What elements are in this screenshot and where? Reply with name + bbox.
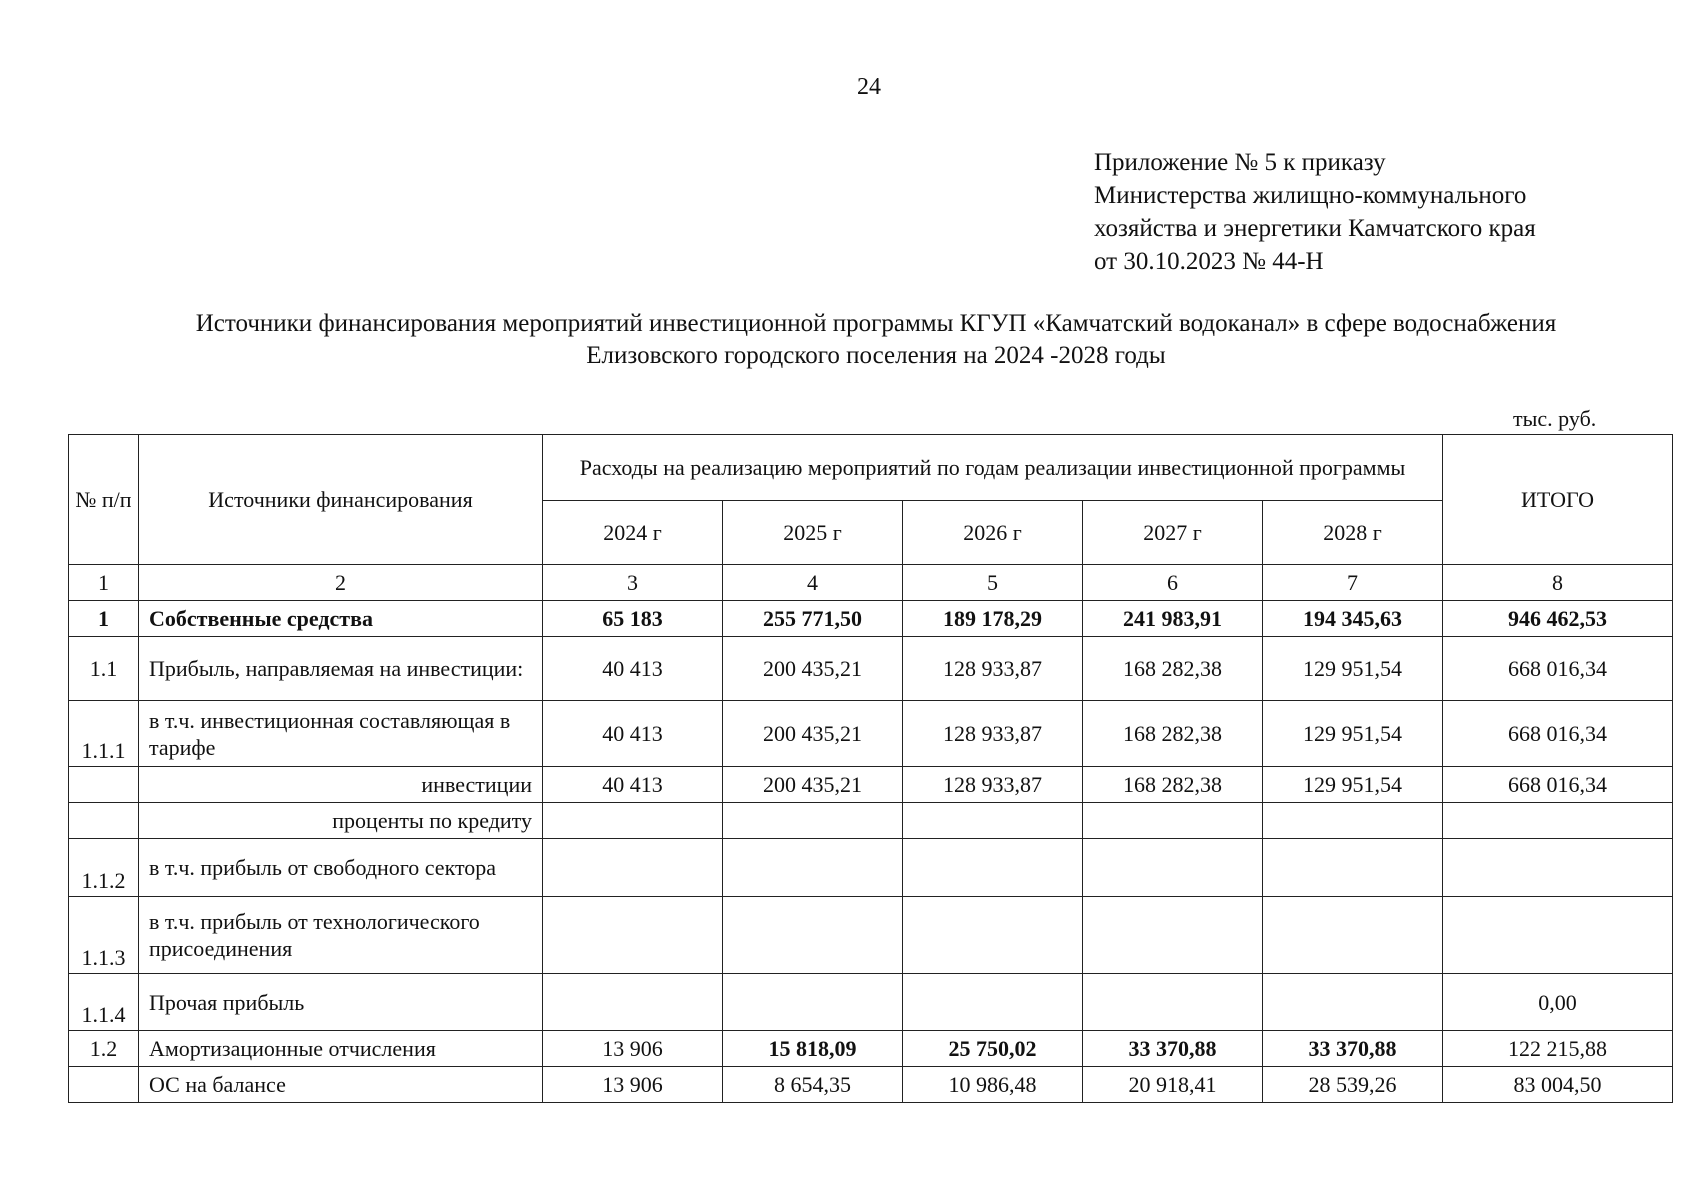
row-total: 0,00	[1443, 974, 1673, 1031]
row-value: 168 282,38	[1083, 701, 1263, 767]
row-value	[1263, 839, 1443, 897]
row-num: 1.1.2	[69, 839, 139, 897]
table-row	[69, 701, 1673, 767]
row-value: 40 413	[543, 637, 723, 701]
row-total: 122 215,88	[1443, 1031, 1673, 1067]
row-value	[543, 974, 723, 1031]
table-row	[69, 601, 1673, 637]
appendix-note	[1094, 146, 1536, 278]
row-source: Прибыль, направляемая на инвестиции:	[139, 637, 543, 701]
column-number-row	[69, 565, 1673, 601]
header-source: Источники финансирования	[139, 435, 543, 565]
row-value: 28 539,26	[1263, 1067, 1443, 1103]
table-row	[69, 767, 1673, 803]
row-value: 128 933,87	[903, 701, 1083, 767]
table-row	[69, 1031, 1673, 1067]
row-total: 668 016,34	[1443, 767, 1673, 803]
row-value: 25 750,02	[903, 1031, 1083, 1067]
row-value: 129 951,54	[1263, 767, 1443, 803]
row-value: 189 178,29	[903, 601, 1083, 637]
title-line: Елизовского городского поселения на 2024 -2028 годы	[586, 342, 1166, 369]
row-total	[1443, 839, 1673, 897]
row-value: 241 983,91	[1083, 601, 1263, 637]
row-num: 1	[69, 601, 139, 637]
row-value	[903, 974, 1083, 1031]
row-value: 40 413	[543, 701, 723, 767]
row-value	[1083, 803, 1263, 839]
row-value: 200 435,21	[723, 767, 903, 803]
table-row	[69, 974, 1673, 1031]
row-value: 128 933,87	[903, 637, 1083, 701]
row-value	[1263, 897, 1443, 974]
row-value: 20 918,41	[1083, 1067, 1263, 1103]
units-label: тыс. руб.	[1513, 406, 1597, 431]
table-row	[69, 637, 1673, 701]
row-total: 668 016,34	[1443, 637, 1673, 701]
row-source: в т.ч. инвестиционная составляющая в тарифе	[139, 701, 543, 767]
table-row	[69, 839, 1673, 897]
row-num: 1.1.1	[69, 701, 139, 767]
column-number: 8	[1443, 565, 1673, 601]
row-total	[1443, 803, 1673, 839]
row-value	[1083, 897, 1263, 974]
table-row	[69, 1067, 1673, 1103]
row-value: 15 818,09	[723, 1031, 903, 1067]
row-total: 668 016,34	[1443, 701, 1673, 767]
row-value	[903, 897, 1083, 974]
row-value: 33 370,88	[1263, 1031, 1443, 1067]
row-value	[723, 974, 903, 1031]
row-source: Собственные средства	[139, 601, 543, 637]
row-value: 129 951,54	[1263, 701, 1443, 767]
row-total: 83 004,50	[1443, 1067, 1673, 1103]
row-value: 168 282,38	[1083, 637, 1263, 701]
financing-table	[68, 434, 1673, 1103]
header-year: 2026 г	[903, 501, 1083, 565]
column-number: 2	[139, 565, 543, 601]
row-value	[543, 839, 723, 897]
row-value	[723, 839, 903, 897]
row-value	[903, 839, 1083, 897]
header-year: 2024 г	[543, 501, 723, 565]
row-value	[1263, 803, 1443, 839]
row-value	[903, 803, 1083, 839]
appendix-line: Министерства жилищно-коммунального	[1094, 182, 1527, 209]
row-value: 13 906	[543, 1067, 723, 1103]
row-num	[69, 767, 139, 803]
header-num: № п/п	[69, 435, 139, 565]
appendix-line: Приложение № 5 к приказу	[1094, 149, 1386, 176]
row-source: в т.ч. прибыль от свободного сектора	[139, 839, 543, 897]
row-value	[543, 803, 723, 839]
row-value: 65 183	[543, 601, 723, 637]
row-num: 1.1.3	[69, 897, 139, 974]
table-row	[69, 897, 1673, 974]
row-total	[1443, 897, 1673, 974]
row-value: 200 435,21	[723, 701, 903, 767]
row-source: в т.ч. прибыль от технологического присоединения	[139, 897, 543, 974]
appendix-line: от 30.10.2023 № 44-Н	[1094, 248, 1324, 275]
title-line: Источники финансирования мероприятий инвестиционной программы КГУП «Камчатский водоканал» в сфере водоснабжения	[195, 310, 1557, 337]
header-total: ИТОГО	[1443, 435, 1673, 565]
row-value: 40 413	[543, 767, 723, 803]
row-num	[69, 1067, 139, 1103]
row-num: 1.1	[69, 637, 139, 701]
row-num: 1.2	[69, 1031, 139, 1067]
row-value: 8 654,35	[723, 1067, 903, 1103]
row-value: 128 933,87	[903, 767, 1083, 803]
row-total: 946 462,53	[1443, 601, 1673, 637]
row-value: 168 282,38	[1083, 767, 1263, 803]
row-value: 255 771,50	[723, 601, 903, 637]
column-number: 1	[69, 565, 139, 601]
column-number: 3	[543, 565, 723, 601]
column-number: 7	[1263, 565, 1443, 601]
row-value	[1263, 974, 1443, 1031]
table-row	[69, 803, 1673, 839]
header-year: 2025 г	[723, 501, 903, 565]
row-value	[543, 897, 723, 974]
column-number: 5	[903, 565, 1083, 601]
row-source: Прочая прибыль	[139, 974, 543, 1031]
row-value: 129 951,54	[1263, 637, 1443, 701]
document-title	[60, 308, 1692, 372]
header-year: 2028 г	[1263, 501, 1443, 565]
header-expenses: Расходы на реализацию мероприятий по годам реализации инвестиционной программы	[543, 435, 1443, 501]
row-source: Амортизационные отчисления	[139, 1031, 543, 1067]
column-number: 6	[1083, 565, 1263, 601]
row-value: 10 986,48	[903, 1067, 1083, 1103]
row-value: 194 345,63	[1263, 601, 1443, 637]
row-value	[723, 897, 903, 974]
appendix-line: хозяйства и энергетики Камчатского края	[1094, 215, 1536, 242]
row-source: проценты по кредиту	[139, 803, 543, 839]
row-value	[723, 803, 903, 839]
row-value	[1083, 974, 1263, 1031]
row-source: ОС на балансе	[139, 1067, 543, 1103]
column-number: 4	[723, 565, 903, 601]
row-num	[69, 803, 139, 839]
row-value: 13 906	[543, 1031, 723, 1067]
row-value: 200 435,21	[723, 637, 903, 701]
header-year: 2027 г	[1083, 501, 1263, 565]
row-value: 33 370,88	[1083, 1031, 1263, 1067]
row-num: 1.1.4	[69, 974, 139, 1031]
page-number: 24	[857, 74, 881, 100]
row-source: инвестиции	[139, 767, 543, 803]
row-value	[1083, 839, 1263, 897]
